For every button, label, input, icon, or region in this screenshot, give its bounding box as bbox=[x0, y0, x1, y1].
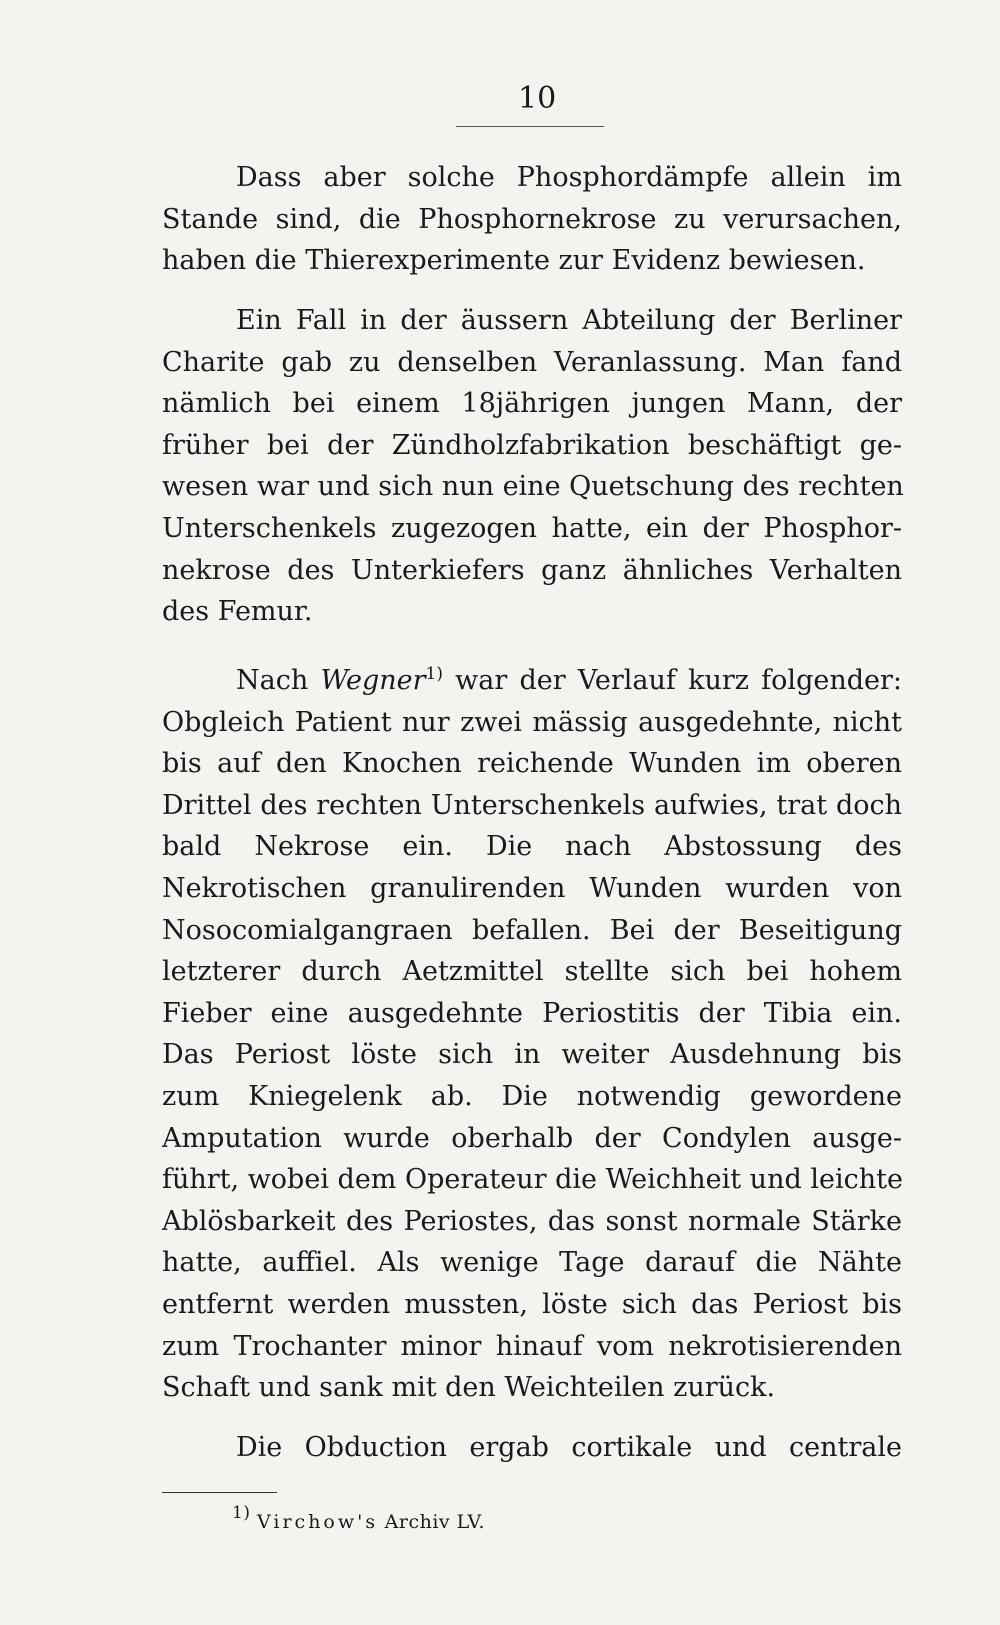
text-line: Drittel des rechten Unterschenkels aufwies, trat doch bbox=[162, 789, 902, 821]
text-line: führt, wobei dem Operateur die Weichheit und leichte bbox=[162, 1164, 903, 1196]
text-line: Nekrotischen granulirenden Wunden wurden von bbox=[162, 872, 902, 904]
text-line: entfernt werden mussten, löste sich das Periost bis bbox=[162, 1288, 902, 1320]
text-line: Unterschenkels zugezogen hatte, ein der Phosphor- bbox=[162, 512, 902, 544]
text-line: haben die Thierexperimente zur Evidenz bewiesen. bbox=[162, 245, 866, 277]
text-line: Amputation wurde oberhalb der Condylen ausge- bbox=[162, 1122, 902, 1154]
footnote-text: Archiv LV. bbox=[378, 1511, 485, 1533]
text-line: Charite gab zu denselben Veranlassung. Man fand bbox=[162, 346, 902, 378]
text-line: des Femur. bbox=[162, 596, 313, 628]
text-line: wesen war und sich nun eine Quetschung des rechten bbox=[162, 471, 904, 503]
text-line: zum Trochanter minor hinauf vom nekrotisierenden bbox=[162, 1330, 902, 1362]
paragraph-2 bbox=[162, 300, 902, 633]
paragraph-4 bbox=[162, 1427, 902, 1469]
text-line: Obgleich Patient nur zwei mässig ausgedehnte, nicht bbox=[162, 706, 902, 738]
page-number: 10 bbox=[518, 81, 557, 116]
text-fragment: Nach bbox=[236, 665, 321, 696]
text-line-with-footnote-ref bbox=[162, 660, 902, 702]
text-line: Stande sind, die Phosphornekrose zu verursachen, bbox=[162, 203, 902, 235]
text-line: zum Kniegelenk ab. Die notwendig gewordene bbox=[162, 1080, 902, 1112]
footnote-reference: 1) bbox=[425, 664, 443, 684]
text-line: nämlich bei einem 18jährigen jungen Mann, der bbox=[162, 388, 902, 420]
text-line: nekrose des Unterkiefers ganz ähnliches Verhalten bbox=[162, 554, 902, 586]
text-line: Dass aber solche Phosphordämpfe allein im bbox=[236, 162, 902, 193]
text-line: Die Obduction ergab cortikale und centrale bbox=[236, 1432, 902, 1463]
text-line: hatte, auffiel. Als wenige Tage darauf die Nähte bbox=[162, 1247, 902, 1279]
footnote-author: Virchow's bbox=[257, 1511, 379, 1533]
footnote-marker: 1) bbox=[232, 1503, 251, 1523]
text-line: bald Nekrose ein. Die nach Abstossung des bbox=[162, 831, 902, 863]
text-line: Schaft und sank mit den Weichteilen zurück. bbox=[162, 1372, 776, 1404]
text-line: letzterer durch Aetzmittel stellte sich bei hohem bbox=[162, 956, 902, 988]
footnote bbox=[232, 1503, 485, 1534]
text-line: Nosocomialgangraen befallen. Bei der Beseitigung bbox=[162, 914, 902, 946]
text-line: Fieber eine ausgedehnte Periostitis der Tibia ein. bbox=[162, 997, 902, 1029]
text-line: früher bei der Zündholzfabrikation beschäftigt ge- bbox=[162, 429, 902, 461]
text-line: Ablösbarkeit des Periostes, das sonst normale Stärke bbox=[162, 1205, 902, 1237]
author-name: Wegner bbox=[320, 665, 426, 696]
text-line: Ein Fall in der äussern Abteilung der Berliner bbox=[236, 305, 902, 336]
text-line: bis auf den Knochen reichende Wunden im oberen bbox=[162, 748, 902, 780]
footnote-rule bbox=[162, 1492, 277, 1493]
text-fragment: war der Verlauf kurz folgender: bbox=[442, 665, 902, 696]
paragraph-1 bbox=[162, 157, 902, 282]
paragraph-3 bbox=[162, 660, 902, 1409]
text-line: Das Periost löste sich in weiter Ausdehnung bis bbox=[162, 1039, 902, 1071]
header-rule bbox=[456, 126, 604, 127]
